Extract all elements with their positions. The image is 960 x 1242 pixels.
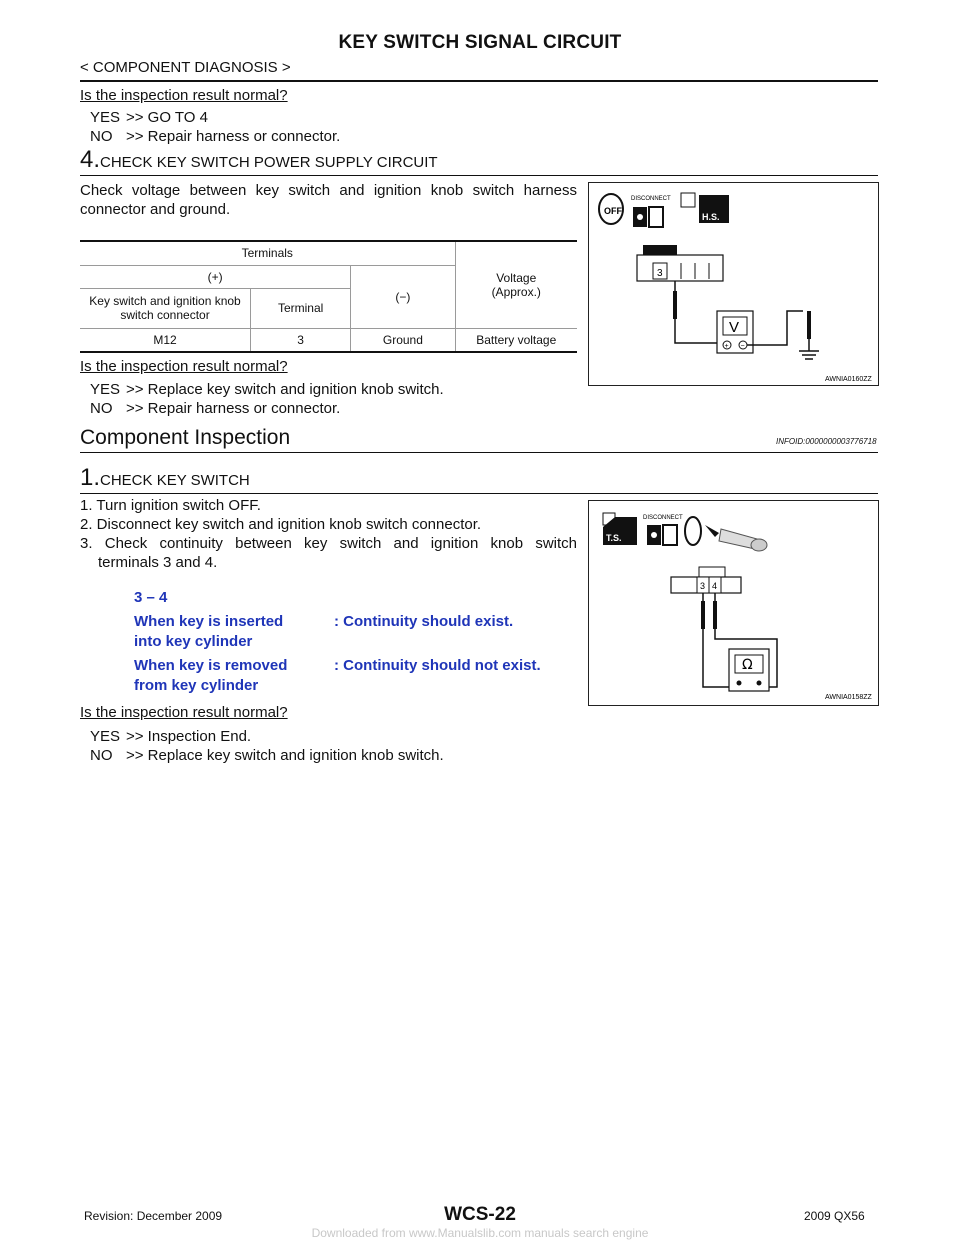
figure-caption: AWNIA0160ZZ bbox=[825, 376, 872, 383]
yes-key: YES bbox=[90, 109, 121, 126]
continuity-diagram bbox=[589, 501, 878, 705]
cell-terminal: 3 bbox=[251, 328, 351, 352]
figure-caption: AWNIA0158ZZ bbox=[825, 694, 872, 701]
key-icon bbox=[685, 517, 767, 551]
yes-key: YES bbox=[90, 381, 121, 398]
ts-label: T.S. bbox=[606, 533, 622, 543]
step1-heading bbox=[80, 464, 250, 492]
list-item: 3. Check continuity between key switch and ignition knob switch bbox=[80, 535, 577, 552]
no-text: >> Repair harness or connector. bbox=[126, 400, 341, 417]
component-rule bbox=[80, 452, 878, 453]
disconnect-icon bbox=[631, 196, 671, 227]
cond2-line2: from key cylinder bbox=[134, 677, 259, 694]
no-text: >> Replace key switch and ignition knob switch. bbox=[126, 747, 444, 764]
step1-yes bbox=[90, 727, 251, 746]
info-id: INFOID:0000000003776718 bbox=[776, 437, 877, 446]
meter-label: Ω bbox=[742, 657, 753, 673]
cell-voltage: Battery voltage bbox=[455, 328, 577, 352]
spec-res2: : Continuity should not exist. bbox=[334, 657, 541, 674]
yes-key: YES bbox=[90, 728, 121, 745]
th-connector: Key switch and ignition knob switch connector bbox=[80, 288, 251, 328]
disconnect-label: DISCONNECT bbox=[631, 196, 671, 202]
th-minus: (−) bbox=[351, 265, 455, 328]
step3-no bbox=[90, 127, 340, 146]
figure-continuity-check bbox=[588, 500, 879, 706]
cond2-line1: When key is removed bbox=[134, 657, 288, 674]
pin-3-label: 3 bbox=[700, 581, 706, 591]
step1-rule bbox=[80, 493, 878, 494]
step4-yes bbox=[90, 380, 444, 399]
no-key: NO bbox=[90, 128, 113, 145]
step4-heading bbox=[80, 146, 438, 174]
no-text: >> Repair harness or connector. bbox=[126, 128, 341, 145]
step4-no bbox=[90, 399, 340, 418]
no-key: NO bbox=[90, 747, 113, 764]
step4-instruction: Check voltage between key switch and ignition knob switch harness connector and ground. bbox=[80, 182, 577, 218]
component-inspection-title: Component Inspection bbox=[80, 426, 291, 449]
connector-icon bbox=[671, 567, 741, 593]
section-subtitle: < COMPONENT DIAGNOSIS > bbox=[80, 59, 291, 76]
footer-watermark: Downloaded from www.Manualslib.com manuals search engine bbox=[311, 1226, 649, 1240]
yes-text: >> GO TO 4 bbox=[126, 109, 208, 126]
probe-b bbox=[713, 601, 717, 629]
step4-question: Is the inspection result normal? bbox=[80, 358, 288, 375]
step3-yes bbox=[90, 108, 208, 127]
spec-cond1 bbox=[134, 612, 283, 652]
yes-text: >> Inspection End. bbox=[126, 728, 252, 745]
step1-question: Is the inspection result normal? bbox=[80, 704, 288, 721]
harness-icon bbox=[603, 513, 637, 545]
th-voltage: Voltage (Approx.) bbox=[455, 241, 577, 328]
step4-rule bbox=[80, 175, 878, 176]
probe-negative bbox=[807, 311, 811, 339]
step3-question: Is the inspection result normal? bbox=[80, 87, 288, 104]
harness-icon bbox=[681, 193, 729, 223]
cell-minus: Ground bbox=[351, 328, 455, 352]
th-terminal: Terminal bbox=[251, 288, 351, 328]
th-plus: (+) bbox=[80, 265, 351, 288]
yes-text: >> Replace key switch and ignition knob switch. bbox=[126, 381, 444, 398]
cond1-line2: into key cylinder bbox=[134, 633, 253, 650]
figure-voltage-check bbox=[588, 182, 879, 386]
spec-res1: : Continuity should exist. bbox=[334, 613, 514, 630]
pin-4-label: 4 bbox=[712, 581, 718, 591]
header-rule bbox=[80, 80, 878, 82]
footer-revision: Revision: December 2009 bbox=[84, 1209, 223, 1223]
list-item-continued: terminals 3 and 4. bbox=[98, 554, 218, 571]
no-key: NO bbox=[90, 400, 113, 417]
hs-label: H.S. bbox=[702, 212, 720, 222]
connector-icon bbox=[637, 245, 723, 281]
spec-pins: 3 – 4 bbox=[134, 589, 168, 606]
disconnect-label: DISCONNECT bbox=[643, 515, 683, 521]
probe-positive bbox=[673, 291, 677, 319]
voltmeter-icon bbox=[717, 311, 753, 353]
meter-label: V bbox=[729, 319, 740, 336]
off-label: OFF bbox=[604, 206, 622, 216]
voltage-table bbox=[80, 240, 577, 353]
th-terminals: Terminals bbox=[80, 241, 455, 265]
ohmmeter-icon bbox=[729, 649, 769, 691]
list-item: 1. Turn ignition switch OFF. bbox=[80, 497, 261, 514]
step-number: 1. bbox=[80, 464, 101, 491]
cond1-line1: When key is inserted bbox=[134, 613, 284, 630]
footer-model: 2009 QX56 bbox=[804, 1209, 865, 1223]
step1-list bbox=[80, 496, 577, 572]
list-item: 2. Disconnect key switch and ignition knob switch connector. bbox=[80, 516, 482, 533]
voltage-diagram bbox=[589, 183, 878, 385]
plus-sign: + bbox=[724, 343, 729, 350]
step-number: 4. bbox=[80, 146, 101, 173]
probe-a bbox=[701, 601, 705, 629]
page-title: KEY SWITCH SIGNAL CIRCUIT bbox=[338, 32, 622, 53]
ground-icon bbox=[799, 351, 819, 359]
step1-no bbox=[90, 746, 444, 765]
disconnect-icon bbox=[643, 515, 683, 545]
step-title: CHECK KEY SWITCH bbox=[100, 472, 250, 489]
spec-cond2 bbox=[134, 656, 287, 696]
minus-sign: − bbox=[740, 343, 745, 350]
footer-page-number: WCS-22 bbox=[444, 1204, 516, 1225]
step-title: CHECK KEY SWITCH POWER SUPPLY CIRCUIT bbox=[100, 154, 438, 171]
pin-3-label: 3 bbox=[657, 268, 663, 279]
ignition-off-icon bbox=[599, 194, 623, 224]
cell-connector: M12 bbox=[80, 328, 251, 352]
